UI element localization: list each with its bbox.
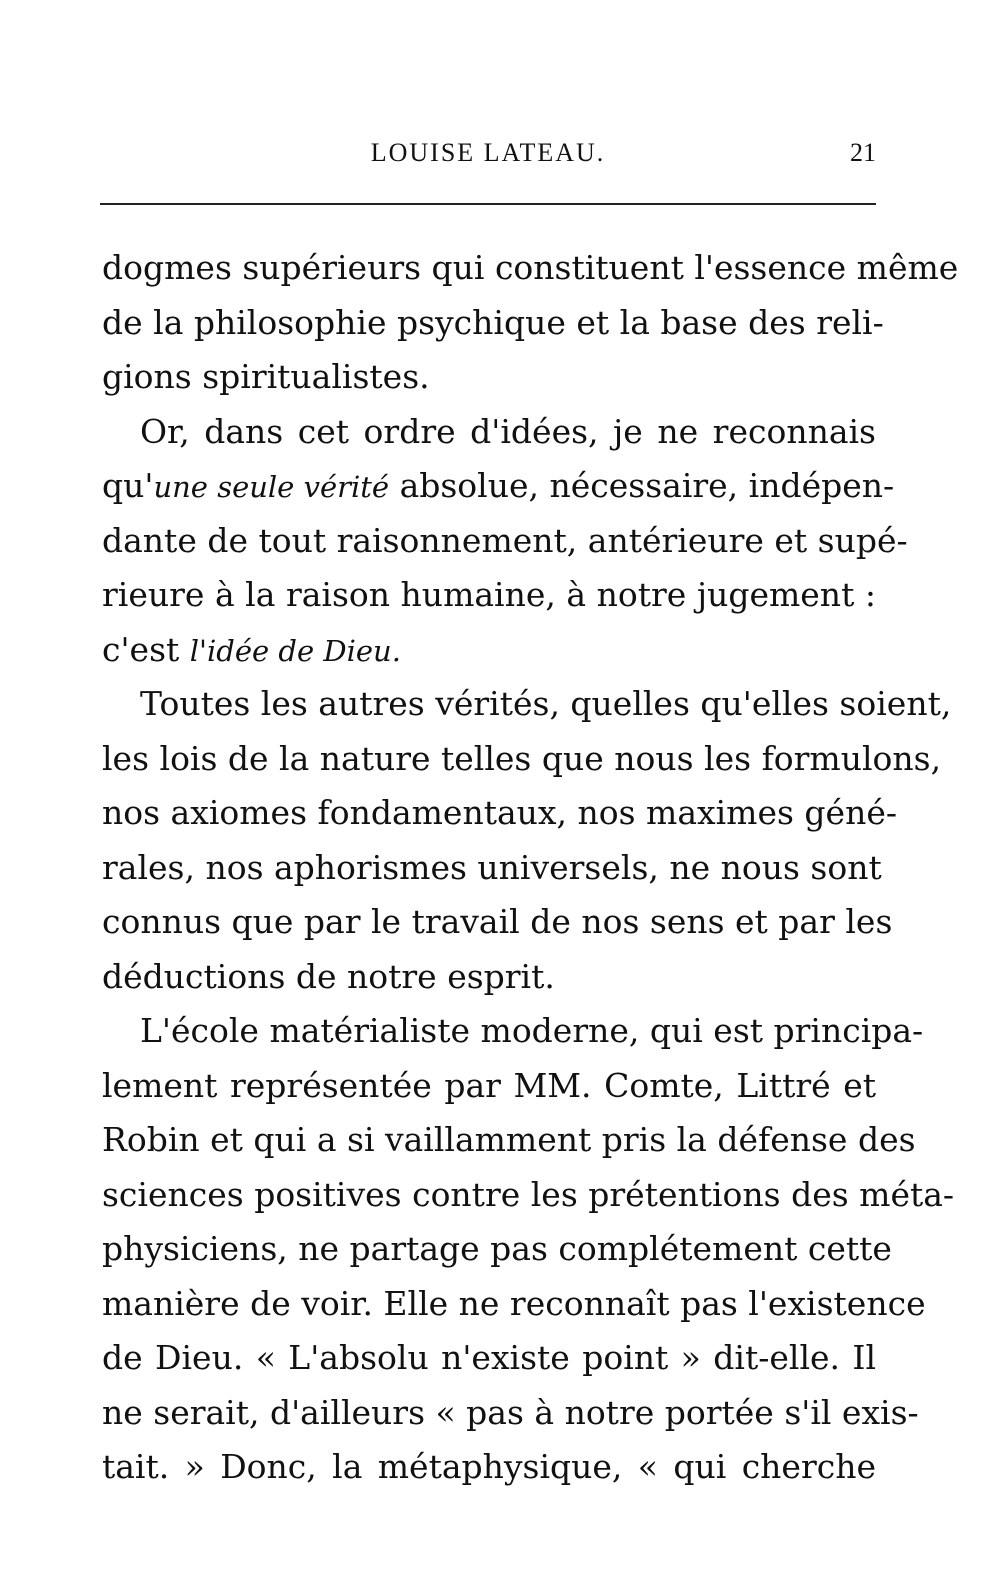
italic-phrase: une seule vérité <box>153 470 390 504</box>
text-line: Or, dans cet ordre d'idées, je ne reconnais <box>140 411 876 451</box>
running-head <box>100 134 876 174</box>
text-line: nos axiomes fondamentaux, nos maximes géné- <box>102 793 897 832</box>
text-line: tait. » Donc, la métaphysique, « qui cherche <box>102 1447 876 1486</box>
text-line: Toutes les autres vérités, quelles qu'elles soient, <box>140 684 952 723</box>
text-line: gions spiritualistes. <box>102 357 430 396</box>
body-text <box>102 241 959 1495</box>
text-line: sciences positives contre les prétentions des méta- <box>102 1174 955 1214</box>
text-line: rales, nos aphorismes universels, ne nous sont <box>102 847 882 887</box>
italic-phrase: l'idée de Dieu. <box>189 633 401 668</box>
text-line: physiciens, ne partage pas complétement cette <box>102 1229 892 1268</box>
text-run: c'est <box>102 629 190 669</box>
text-line: rieure à la raison humaine, à notre jugement : <box>102 575 876 614</box>
text-line: ne serait, d'ailleurs « pas à notre portée s'il exis- <box>102 1392 919 1432</box>
text-run: absolue, nécessaire, indépen- <box>389 466 895 505</box>
running-title: LOUISE LATEAU. <box>370 138 606 167</box>
text-line: dante de tout raisonnement, antérieure et supé- <box>102 520 908 560</box>
text-line: de la philosophie psychique et la base des reli- <box>102 302 884 342</box>
text-line: manière de voir. Elle ne reconnaît pas l'existence <box>102 1283 926 1323</box>
text-line: lement représentée par MM. Comte, Littré et <box>102 1065 876 1105</box>
text-line: de Dieu. « L'absolu n'existe point » dit-elle. Il <box>102 1338 876 1377</box>
text-line: déductions de notre esprit. <box>102 956 555 996</box>
text-line: connus que par le travail de nos sens et par les <box>102 902 893 941</box>
text-line <box>102 459 895 514</box>
text-line <box>102 623 876 678</box>
text-line: L'école matérialiste moderne, qui est principa- <box>140 1011 924 1050</box>
header-rule <box>100 203 876 205</box>
page-number: 21 <box>850 138 876 167</box>
text-line: les lois de la nature telles que nous les formulons, <box>102 738 942 778</box>
text-line: dogmes supérieurs qui constituent l'essence même <box>102 248 959 287</box>
text-run: qu' <box>102 466 154 505</box>
text-line: Robin et qui a si vaillamment pris la défense des <box>102 1120 916 1159</box>
